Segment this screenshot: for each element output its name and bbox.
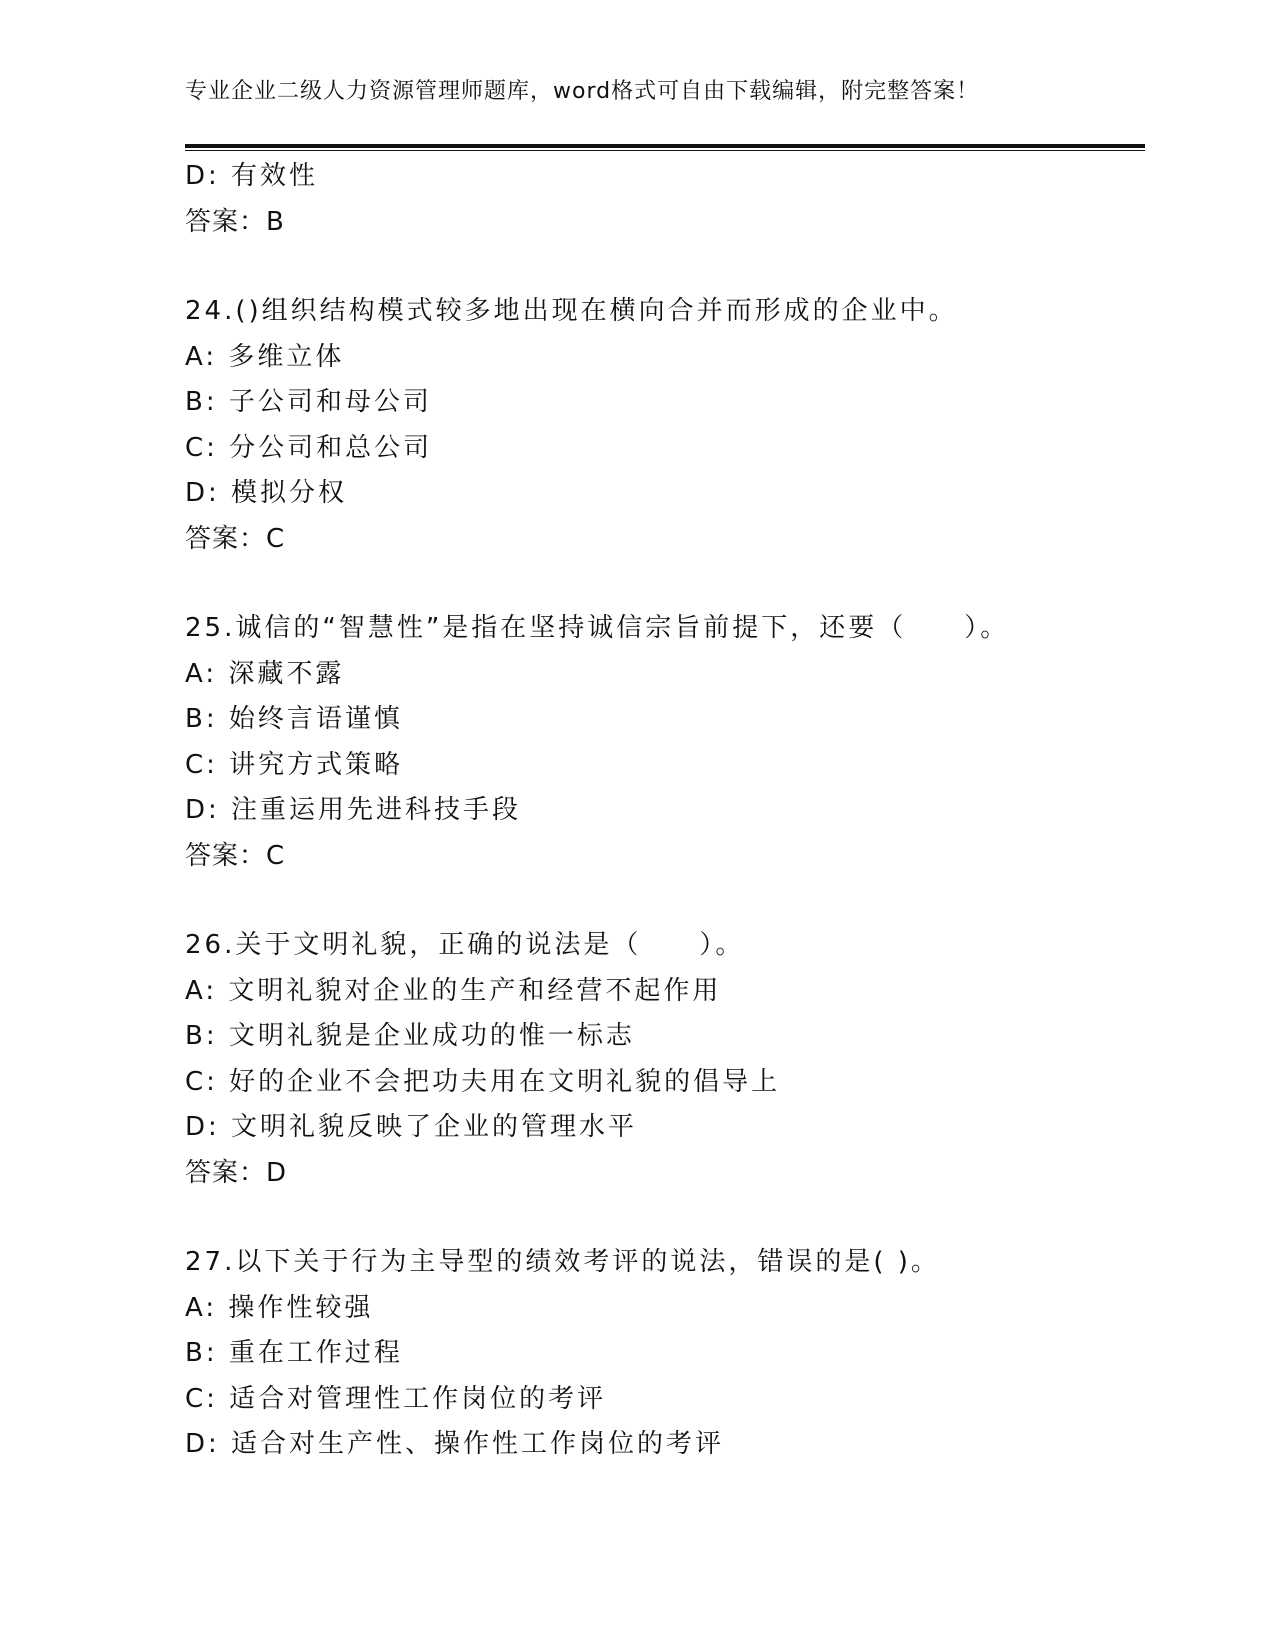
option-b: B: 重在工作过程 xyxy=(185,1338,403,1368)
option-a: A: 深藏不露 xyxy=(185,658,345,689)
option-c: C: 讲究方式策略 xyxy=(185,749,404,780)
question-stem: 26.关于文明礼貌，正确的说法是（ ）。 xyxy=(185,930,745,960)
option-a: A: 操作性较强 xyxy=(185,1292,374,1323)
spacer xyxy=(185,1196,1145,1240)
question-stem: 27.以下关于行为主导型的绩效考评的说法，错误的是( )。 xyxy=(185,1247,940,1277)
question-list xyxy=(185,154,1145,1468)
option-d: D: 有效性 xyxy=(185,161,319,191)
answer-line: 答案：C xyxy=(185,840,286,871)
option-b: B: 子公司和母公司 xyxy=(185,387,432,417)
option-d: D: 注重运用先进科技手段 xyxy=(185,795,522,825)
header-divider xyxy=(185,144,1145,151)
option-a: A: 多维立体 xyxy=(185,341,345,372)
option-b: B: 始终言语谨慎 xyxy=(185,704,403,734)
answer-line: 答案：B xyxy=(185,206,285,237)
answer-line: 答案：C xyxy=(185,523,286,554)
spacer xyxy=(185,879,1145,923)
option-d: D: 适合对生产性、操作性工作岗位的考评 xyxy=(185,1429,725,1459)
option-c: C: 好的企业不会把功夫用在文明礼貌的倡导上 xyxy=(185,1066,781,1097)
page-header: 专业企业二级人力资源管理师题库，word格式可自由下载编辑，附完整答案！ xyxy=(185,79,980,104)
option-d: D: 模拟分权 xyxy=(185,478,348,508)
spacer xyxy=(185,562,1145,606)
question-stem: 25.诚信的“智慧性”是指在坚持诚信宗旨前提下，还要（ ）。 xyxy=(185,613,1010,643)
question-27 xyxy=(185,1240,1145,1468)
answer-line: 答案：D xyxy=(185,1157,288,1188)
option-b: B: 文明礼貌是企业成功的惟一标志 xyxy=(185,1021,635,1051)
question-25 xyxy=(185,606,1145,879)
question-stem: 24.()组织结构模式较多地出现在横向合并而形成的企业中。 xyxy=(185,296,958,326)
spacer xyxy=(185,245,1145,289)
question-26 xyxy=(185,923,1145,1196)
option-d: D: 文明礼貌反映了企业的管理水平 xyxy=(185,1112,638,1142)
option-a: A: 文明礼貌对企业的生产和经营不起作用 xyxy=(185,975,722,1006)
question-24 xyxy=(185,289,1145,562)
option-c: C: 分公司和总公司 xyxy=(185,432,433,463)
option-c: C: 适合对管理性工作岗位的考评 xyxy=(185,1383,607,1414)
